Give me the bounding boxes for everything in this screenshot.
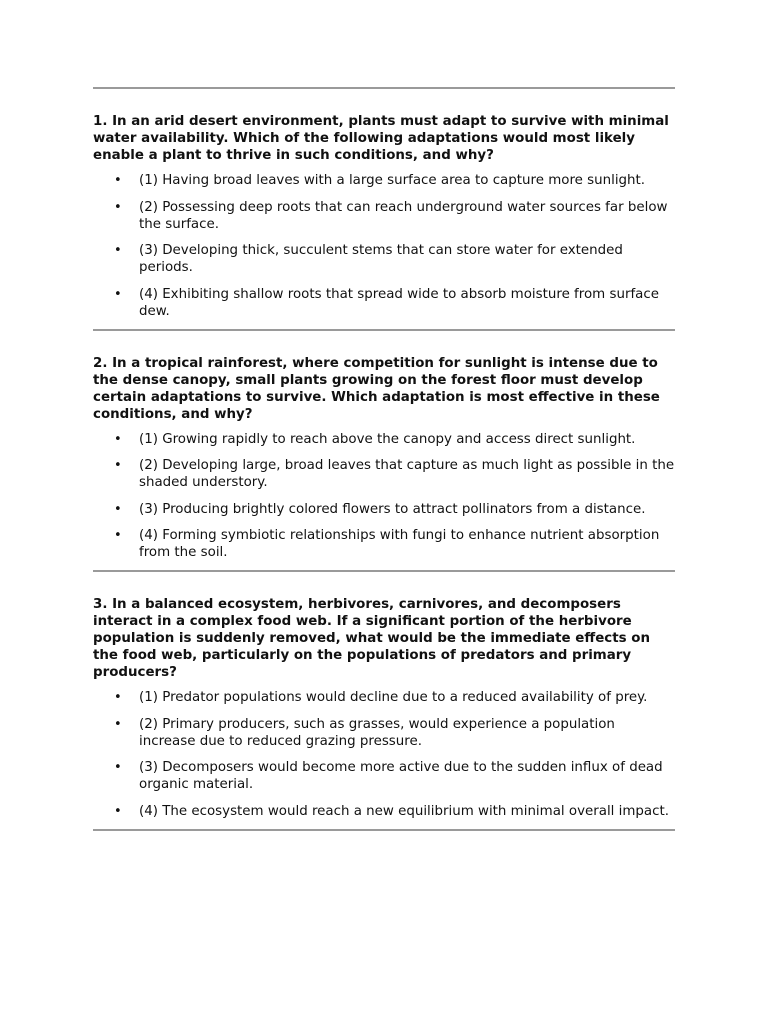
answer-option-text: (3) Developing thick, succulent stems that can store water for extended periods.: [139, 243, 623, 275]
bullet-icon: •: [114, 173, 122, 188]
answer-option-text: (4) The ecosystem would reach a new equilibrium with minimal overall impact.: [139, 803, 669, 819]
answer-options: [93, 172, 675, 320]
bullet-icon: •: [114, 431, 122, 447]
bullet-icon: •: [114, 458, 122, 473]
answer-option: [93, 759, 675, 793]
answer-option-text: (2) Primary producers, such as grasses, would experience a population increase due to reduced grazing pressure.: [139, 716, 615, 749]
bullet-icon: •: [114, 243, 122, 258]
answer-option-text: (4) Exhibiting shallow roots that spread wide to absorb moisture from surface dew.: [139, 286, 659, 319]
bullet-icon: •: [114, 716, 122, 732]
bullet-icon: •: [114, 501, 122, 517]
answer-option: [93, 457, 675, 491]
answer-option-text: (2) Possessing deep roots that can reach underground water sources far below the surface.: [139, 199, 668, 232]
question-2: [93, 331, 675, 571]
answer-option: [93, 172, 675, 189]
answer-option: [93, 199, 675, 233]
divider: [93, 829, 675, 831]
question-text: 2. In a tropical rainforest, where competition for sunlight is intense due to the dense canopy, small plants growing on the forest floor must develop certain adaptations to survive. Which adaptation is most effective in these conditions, and why?: [93, 355, 660, 422]
question-1: [93, 89, 675, 329]
bullet-icon: •: [114, 760, 122, 775]
answer-option: [93, 501, 675, 518]
question-text: 1. In an arid desert environment, plants must adapt to survive with minimal water availability. Which of the following adaptations would most likely enable a plant to thrive in such conditions, and why?: [93, 114, 669, 163]
question-3: [93, 572, 675, 829]
answer-options: [93, 689, 675, 820]
answer-option: [93, 286, 675, 320]
answer-option: [93, 527, 675, 561]
answer-option-text: (2) Developing large, broad leaves that capture as much light as possible in the shaded understory.: [139, 458, 675, 490]
question-text: 3. In a balanced ecosystem, herbivores, carnivores, and decomposers interact in a complex food web. If a significant portion of the herbivore population is suddenly removed, what would be the immediate effects on the food web, particularly on the populations of predators and primary producers?: [93, 597, 650, 680]
bullet-icon: •: [114, 803, 122, 819]
bullet-icon: •: [114, 199, 122, 215]
answer-options: [93, 431, 675, 562]
answer-option-text: (1) Predator populations would decline due to a reduced availability of prey.: [139, 690, 648, 705]
answer-option: [93, 716, 675, 750]
answer-option-text: (1) Having broad leaves with a large surface area to capture more sunlight.: [139, 173, 646, 188]
answer-option-text: (3) Decomposers would become more active due to the sudden influx of dead organic material.: [139, 760, 663, 792]
answer-option: [93, 689, 675, 706]
bullet-icon: •: [114, 690, 122, 705]
answer-option: [93, 431, 675, 448]
answer-option-text: (1) Growing rapidly to reach above the canopy and access direct sunlight.: [139, 431, 636, 447]
answer-option-text: (3) Producing brightly colored flowers to attract pollinators from a distance.: [139, 501, 646, 517]
answer-option: [93, 803, 675, 820]
quiz-page: [93, 87, 675, 831]
bullet-icon: •: [114, 286, 122, 302]
answer-option-text: (4) Forming symbiotic relationships with fungi to enhance nutrient absorption from the soil.: [139, 528, 660, 560]
answer-option: [93, 242, 675, 276]
bullet-icon: •: [114, 528, 122, 543]
